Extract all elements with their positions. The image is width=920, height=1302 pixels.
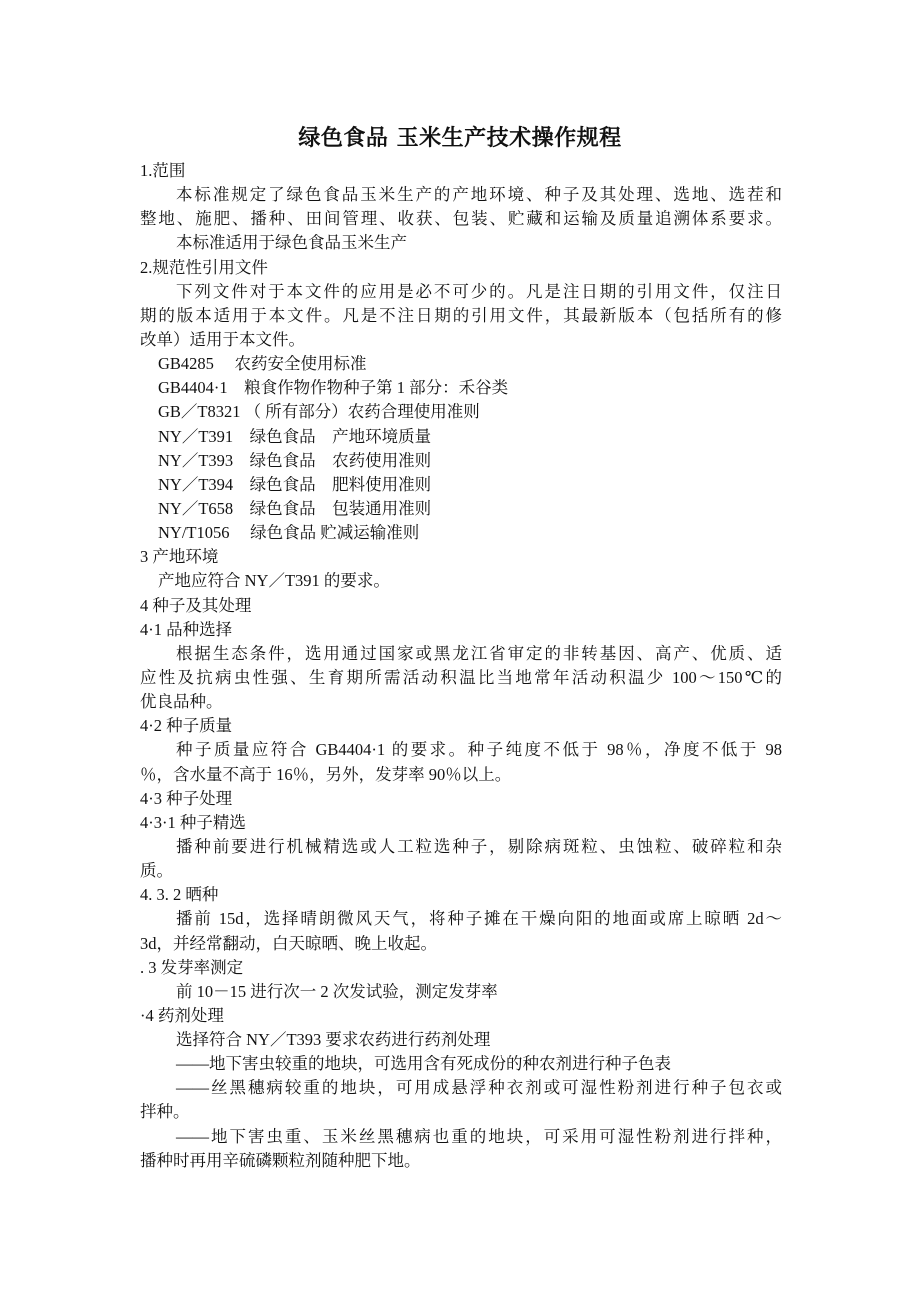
paragraph-line: ——地下害虫重、玉米丝黑穗病也重的地块，可采用可湿性粉剂进行拌种， <box>176 1126 782 1146</box>
reference-item: NY／T391 绿色食品 产地环境质量 <box>158 426 432 446</box>
paragraph-line: 期的版本适用于本文件。凡是不注日期的引用文件，其最新版本（包括所有的修 <box>140 305 782 325</box>
reference-item: GB／T8321 （ 所有部分）农药合理使用准则 <box>158 402 480 422</box>
section-heading: 3 产地环境 <box>140 547 219 567</box>
paragraph-line: 播种时再用辛硫磷颗粒剂随种肥下地。 <box>140 1150 421 1170</box>
subsection-heading: ·4 药剂处理 <box>140 1005 224 1025</box>
subsection-heading: 4. 3. 2 晒种 <box>140 885 219 905</box>
subsection-heading: 4·3·1 种子精选 <box>140 812 246 832</box>
paragraph-line: 优良品种。 <box>140 692 223 712</box>
paragraph-line: 整地、施肥、播种、田间管理、收获、包装、贮藏和运输及质量追溯体系要求。 <box>140 209 782 229</box>
paragraph-line: 选择符合 NY／T393 要求农药进行药剂处理 <box>176 1030 491 1050</box>
paragraph-line: 本标准适用于绿色食品玉米生产 <box>176 233 407 253</box>
section-heading: 2.规范性引用文件 <box>140 257 268 277</box>
subsection-heading: . 3 发芽率测定 <box>140 957 244 977</box>
reference-item: GB4285 农药安全使用标准 <box>158 354 367 374</box>
section-heading: 4 种子及其处理 <box>140 595 252 615</box>
paragraph-line: 根据生态条件，选用通过国家或黑龙江省审定的非转基因、高产、优质、适 <box>176 643 782 663</box>
paragraph-line: ——地下害虫较重的地块，可选用含有死成份的种农剂进行种子色表 <box>176 1054 671 1074</box>
paragraph-line: 改单）适用于本文件。 <box>140 329 305 349</box>
paragraph-line: 本标准规定了绿色食品玉米生产的产地环境、种子及其处理、选地、选茬和 <box>176 185 782 205</box>
paragraph-line: 播种前要进行机械精选或人工粒选种子，剔除病斑粒、虫蚀粒、破碎粒和杂 <box>176 836 782 856</box>
document-title: 绿色食品 玉米生产技术操作规程 <box>298 126 622 151</box>
reference-item: NY/T1056 绿色食品 贮减运输准则 <box>158 523 420 543</box>
document-body <box>140 159 782 1173</box>
paragraph-line: ——丝黑穗病较重的地块，可用成悬浮种衣剂或可湿性粉剂进行种子包衣或 <box>176 1078 782 1098</box>
paragraph-line: 前 10－15 进行次一 2 次发试验，测定发芽率 <box>176 981 498 1001</box>
paragraph-line: 种子质量应符合 GB4404·1 的要求。种子纯度不低于 98％，净度不低于 98 <box>176 740 782 760</box>
reference-item: NY／T658 绿色食品 包装通用准则 <box>158 498 432 518</box>
reference-item: NY／T394 绿色食品 肥料使用准则 <box>158 474 432 494</box>
paragraph-line: 产地应符合 NY／T391 的要求。 <box>158 571 390 591</box>
reference-item: GB4404·1 粮食作物作物种子第 1 部分：禾谷类 <box>158 378 509 398</box>
reference-item: NY／T393 绿色食品 农药使用准则 <box>158 450 432 470</box>
paragraph-line: ％，含水量不高于 16％，另外，发芽率 90％以上。 <box>140 764 512 784</box>
paragraph-line: 下列文件对于本文件的应用是必不可少的。凡是注日期的引用文件，仅注日 <box>176 281 782 301</box>
subsection-heading: 4·3 种子处理 <box>140 788 233 808</box>
paragraph-line: 拌种。 <box>140 1102 190 1122</box>
section-heading: 1.范围 <box>140 161 186 180</box>
paragraph-line: 质。 <box>140 861 173 881</box>
subsection-heading: 4·1 品种选择 <box>140 619 233 639</box>
subsection-heading: 4·2 种子质量 <box>140 716 233 736</box>
paragraph-line: 播前 15d，选择晴朗微风天气，将种子摊在干燥向阳的地面或席上晾晒 2d～ <box>176 909 782 929</box>
paragraph-line: 3d，并经常翻动，白天晾晒、晚上收起。 <box>140 933 437 953</box>
paragraph-line: 应性及抗病虫性强、生育期所需活动积温比当地常年活动积温少 100～150℃的 <box>140 667 782 687</box>
